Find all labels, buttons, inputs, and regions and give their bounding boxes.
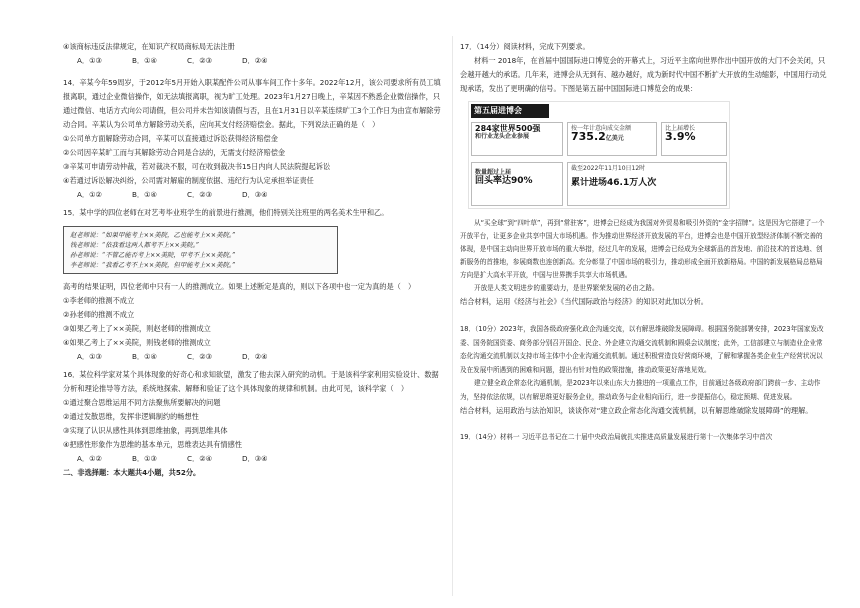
q16-option-1: ①通过聚合思维运用不同方法聚焦所要解决的问题 bbox=[63, 398, 221, 407]
choice-a: A．①③ bbox=[77, 352, 102, 361]
expo-cell-return bbox=[471, 162, 563, 206]
q14-stem: 14．辛某今年59周岁，于2012年5月开始入职某配件公司从事车间工作十多年。2022年12月，该公司要求所有员工填报离职，通过企业微信操作，如无法填报离职，视为旷工处理。2023年1月27日晚上，辛某因不熟悉企业微信操作，只通过微信、电话方式向公司请假，但公司并未告知该请假与否，且在1月31日以辛某连续旷工3个工作日为由宣布解除劳动合同。辛某认为公司单方解除劳动关系，应向其支付经济赔偿金。据此，下列说法正确的是（ ） bbox=[63, 78, 441, 129]
expo-exhibitors-small: 和行业龙头企业参展 bbox=[475, 133, 530, 140]
q16-choices bbox=[63, 452, 443, 466]
choice-c: C．②④ bbox=[187, 454, 213, 463]
choice-c: C．②③ bbox=[187, 190, 213, 199]
quote-line: 钱老师说：“依我看这两人都考不上××美院。” bbox=[70, 241, 200, 249]
q15-choices bbox=[63, 350, 443, 364]
expo-cell-deals bbox=[567, 122, 657, 156]
choice-b: B．①④ bbox=[132, 56, 158, 65]
q15-tail: 高考的结果证明，四位老师中只有一人的推测成立。如果上述断定是真的，则以下各项中也一定为真的是（ ） bbox=[63, 282, 416, 291]
q14-choices bbox=[63, 188, 443, 202]
right-column bbox=[460, 40, 828, 444]
q13-option-4: ④该商标违反法律规定，在知识产权局商标局无法注册 bbox=[63, 42, 235, 51]
expo-title: 第五届进博会 bbox=[471, 104, 549, 118]
expo-cell-growth bbox=[661, 122, 727, 156]
expo-visitors-date: 截至2022年11月10日12时 bbox=[571, 165, 646, 172]
q19-heading: 19．（14分）材料一 习近平总书记在二十届中央政治局就扎实推进高质量发展进行第十一次集体学习中首次 bbox=[460, 433, 773, 441]
expo-cell-visitors bbox=[567, 162, 727, 206]
q15-stem: 15．某中学的四位老师在对艺考毕业班学生的前景进行推测，他们特别关注班里的两名美术生甲和乙。 bbox=[63, 208, 389, 217]
choice-a: A．①③ bbox=[77, 56, 102, 65]
expo-deals-unit: 亿美元 bbox=[605, 135, 624, 142]
quote-line: 孙老师说：“不管乙能否考上××美院，甲考不上××美院。” bbox=[70, 251, 236, 259]
quote-line: 赵老师说：“如果甲能考上××美院，乙也能考上××美院。” bbox=[70, 231, 236, 239]
q14-option-2: ②公司因辛某旷工而与其解除劳动合同是合法的，无需支付经济赔偿金 bbox=[63, 148, 286, 157]
expo-growth-label: 比上届增长 bbox=[665, 125, 696, 132]
q18-heading: 18．（10分）2023年，我国各级政府强化政企沟通交流，以有解思维破除发展障碍。根据国务院部署安排，2023年国家发改委、国务院国资委、商务部分别召开国企、民企、外企建立沟通交流机制和圆桌会议制度；此外，工信部建立与制造业企业常态化沟通交流机制以支持市场主体中小企业沟通交流机制。通过积极营造良好营商环境，了解和掌握各类企业生产经营状况以及在发展中所遇到的困难和问题，提出有针对性的政策措施，推动政策更好落地见效。 bbox=[460, 325, 824, 374]
expo-return-value: 回头率达90% bbox=[475, 176, 533, 186]
choice-c: C．②③ bbox=[187, 56, 213, 65]
choice-c: C．②③ bbox=[187, 352, 213, 361]
q16-stem: 16．某位科学家对某个具体现象的好奇心和求知欲望，激发了他去深入研究的动机。于是该科学家利用实验设计、数据分析和理论推导等方法，系统地探索、解释和验证了这个具体现象的规律和机制。由此可见，该科学家（ ） bbox=[63, 370, 439, 393]
q15-option-4: ④如果乙考上了××美院，则钱老师的推测成立 bbox=[63, 338, 211, 347]
column-divider bbox=[452, 36, 453, 596]
expo-exhibitors-big: 284家世界500强 bbox=[475, 124, 541, 133]
expo-return-label: 数量超过上届 bbox=[475, 169, 512, 176]
choice-d: D．③④ bbox=[242, 454, 268, 463]
q17-material-1: 材料一 2018年，在首届中国国际进口博览会的开幕式上，习近平主席向世界作出中国开放的大门不会关闭，只会越开越大的承诺。几年来，进博会从无到有、越办越好，成为新时代中国不断扩大开放的生动缩影，中国用行动兑现承诺，发出了更明确的信号。下图是第五届中国国际进口博览会的成果： bbox=[460, 56, 827, 93]
choice-a: A．①② bbox=[77, 454, 102, 463]
q15-option-2: ②孙老师的推测不成立 bbox=[63, 310, 135, 319]
expo-cell-exhibitors bbox=[471, 122, 563, 156]
expo-visitors-value: 累计进场46.1万人次 bbox=[571, 178, 657, 188]
choice-b: B．①④ bbox=[132, 352, 158, 361]
quote-line: 李老师说：“我看乙考不上××美院，但甲能考上××美院。” bbox=[70, 261, 236, 269]
choice-b: B．①③ bbox=[132, 454, 158, 463]
expo-deals-value: 735.2 bbox=[571, 130, 606, 143]
choice-d: D．②④ bbox=[242, 352, 268, 361]
q15-option-3: ③如果乙考上了××美院，则赵老师的推测成立 bbox=[63, 324, 211, 333]
expo-infographic bbox=[468, 101, 730, 209]
q18-material: 建立健全政企常态化沟通机制，是2023年以来山东大力推进的一项重点工作，目前通过各级政府部门跨前一步、主动作为，坚持依法依规，以有解思维更好服务企业，推动政务与企业相向而行，进一步提振信心，稳定预期、促进发展。 bbox=[460, 379, 821, 401]
q14-option-3: ③辛某可申请劳动仲裁，若对裁决不服，可在收到裁决书15日内向人民法院提起诉讼 bbox=[63, 162, 331, 171]
choice-d: D．③④ bbox=[242, 190, 268, 199]
q13-choices bbox=[63, 54, 443, 68]
q15-quote-box bbox=[63, 226, 338, 274]
left-column bbox=[63, 40, 443, 480]
q17-task: 结合材料，运用《经济与社会》《当代国际政治与经济》的知识对此加以分析。 bbox=[460, 297, 708, 306]
q14-option-4: ④若通过诉讼解决纠纷，公司需对解雇的制度依据、违纪行为认定承担举证责任 bbox=[63, 176, 314, 185]
q17-heading: 17．（14分）阅读材料，完成下列要求。 bbox=[460, 42, 590, 51]
choice-a: A．①② bbox=[77, 190, 102, 199]
choice-b: B．①④ bbox=[132, 190, 158, 199]
q17-material-3: 开放是人类文明进步的重要动力，是世界繁荣发展的必由之路。 bbox=[474, 284, 659, 292]
expo-growth-value: 3.9% bbox=[665, 130, 696, 143]
section-2-title: 二、非选择题：本大题共4小题，共52分。 bbox=[63, 468, 201, 477]
q17-material-2: 从“买全球”到“四叶草”，再到“常驻客”，进博会已经成为我国对外贸易和吸引外资的“金字招牌”。这是因为它搭建了一个开放平台，让更多企业共享中国大市场机遇。作为推动世界经济开放发展的平台，进博会也是中国开放型经济体制不断完善的体现，是中国主动向世界开放市场的重大举措，经过几年的发展，进博会已经成为全球新品的首发地、前沿技术的首选地、创新服务的首推地，参展商数也连创新高。充分彰显了中国市场的吸引力，推动形成全面开放新格局。中国的新发展格局总格局方向是扩大高水平开放，中国与世界携手共享大市场机遇。 bbox=[460, 219, 825, 279]
q16-option-2: ②通过发散思维，发挥非逻辑制约的畅想性 bbox=[63, 412, 199, 421]
q16-option-3: ③实现了认识从感性具体到思维抽象，再到思维具体 bbox=[63, 426, 228, 435]
q15-option-1: ①李老师的推测不成立 bbox=[63, 296, 135, 305]
q18-task: 结合材料，运用政治与法治知识，谈谈你对“建立政企常态化沟通交流机制，以有解思维破除发展障碍”的理解。 bbox=[460, 406, 813, 415]
choice-d: D．②④ bbox=[242, 56, 268, 65]
q14-option-1: ①公司单方面解除劳动合同，辛某可以直接通过诉讼获得经济赔偿金 bbox=[63, 134, 278, 143]
expo-deals-label: 按一年计意向成交金额 bbox=[571, 125, 632, 132]
q16-option-4: ④把感性形象作为思维的基本单元，思维表达具有情感性 bbox=[63, 440, 242, 449]
